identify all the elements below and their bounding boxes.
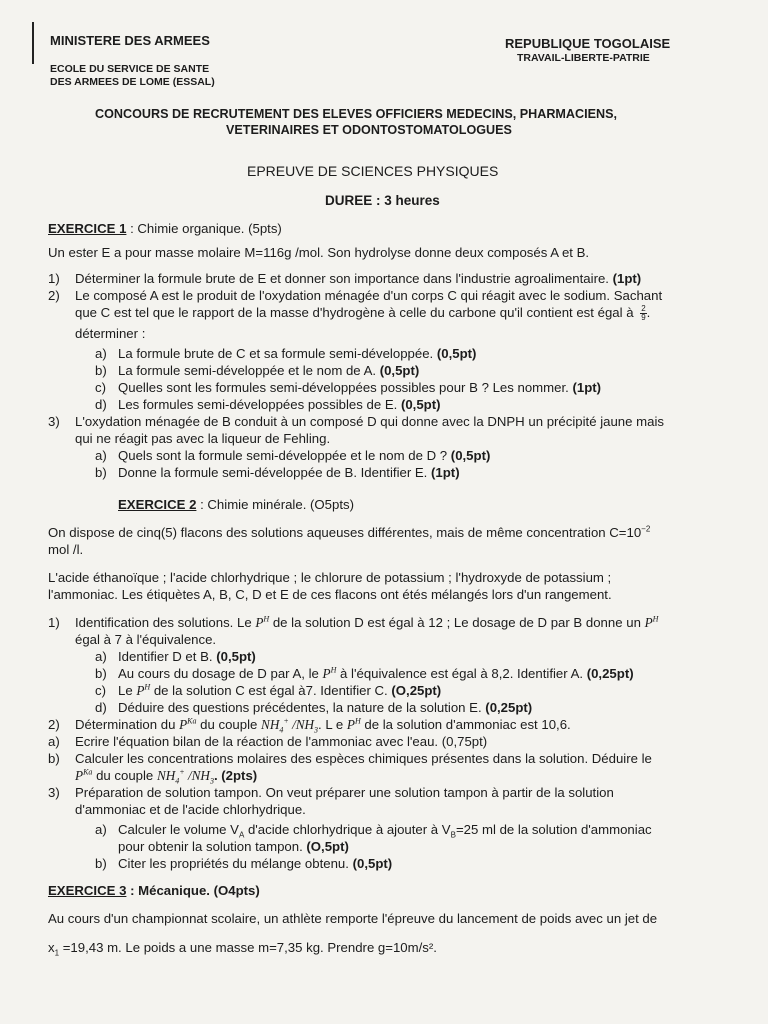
ex1-q3a-label: a) <box>95 448 107 463</box>
ex2-q1-line2: égal à 7 à l'équivalence. <box>75 632 217 647</box>
ex2-q1-line1: Identification des solutions. Le $P^H$ de la solution D est égal à 12 ; Le dosage de D par B donne un $P^H$ <box>75 614 659 630</box>
ex2-q1d: Déduire des questions précédentes, la nature de la solution E. (0,25pt) <box>118 700 533 715</box>
ex1-q2b-label: b) <box>95 363 107 378</box>
ex2-q2b-label: b) <box>48 751 60 766</box>
ex3-line1: Au cours d'un championnat scolaire, un athlète remporte l'épreuve du lancement de poids avec un jet de <box>48 911 658 926</box>
ex1-q1-number: 1) <box>48 271 60 286</box>
ex1-q2-line2: que C est tel que le rapport de la masse d'hydrogène à celle du carbone qu'il contient est égal à $\frac{2}{9}$ . <box>75 304 651 323</box>
ex2-q1b-label: b) <box>95 666 107 681</box>
ex2-q3a-line1: Calculer le volume $V_A$ d'acide chlorhydrique à ajouter à $V_B=25$ ml de la solution d'ammoniac <box>118 822 652 840</box>
ex3-heading: EXERCICE 3 : Mécanique. (O4pts) <box>48 883 260 898</box>
ex1-q1: Déterminer la formule brute de E et donner son importance dans l'industrie agroalimentaire. (1pt) <box>75 271 642 286</box>
ex2-q1-number: 1) <box>48 615 60 630</box>
ex2-q3b-label: b) <box>95 856 107 871</box>
ex2-q3a-line2: pour obtenir la solution tampon. (O,5pt) <box>118 839 349 854</box>
ex1-q2-line3: déterminer : <box>75 326 146 341</box>
ex2-q2: Détermination du $P^{Ka}$ du couple $NH_4^+$ $/NH_3$. L e $P^H$ de la solution d'ammoniac est 10,6. <box>75 716 571 735</box>
ex2-q2b-line1: Calculer les concentrations molaires des espèces chimiques présentes dans la solution. Déduire le <box>75 751 652 766</box>
ex2-q1b: Au cours du dosage de D par A, le $P^H$ à l'équivalence est égal à 8,2. Identifier A. (0,25pt) <box>118 665 634 681</box>
ex2-q2b-line2: $P^{Ka}$ du couple $NH_4^+$ $/NH_3$. (2pts) <box>75 767 258 786</box>
ex1-q3a: Quels sont la formule semi-développée et le nom de D ? (0,5pt) <box>118 448 491 463</box>
ex2-q1d-label: d) <box>95 700 107 715</box>
ex2-q3a-label: a) <box>95 822 107 837</box>
ex1-intro: Un ester E a pour masse molaire M=116g /mol. Son hydrolyse donne deux composés A et B. <box>48 245 590 260</box>
ex1-q2d-label: d) <box>95 397 107 412</box>
republic-name: REPUBLIQUE TOGOLAISE <box>505 36 671 51</box>
school-name-line1: ECOLE DU SERVICE DE SANTE <box>50 63 210 75</box>
ex2-q2-number: 2) <box>48 717 60 732</box>
ex1-q2-line1: Le composé A est le produit de l'oxydation ménagée d'un corps C qui réagit avec le sodium. Sachant <box>75 288 663 303</box>
ex2-q1c: Le $P^H$ de la solution C est égal à7. Identifier C. (O,25pt) <box>118 682 442 698</box>
ex1-q2a-label: a) <box>95 346 107 361</box>
ratio-fraction: $\frac{2}{9}$ <box>641 304 646 323</box>
ex2-intro-line2: mol /l. <box>48 542 84 557</box>
ex3-line2: $x_1 =19,43$ m. Le poids a une masse m=7,35 kg. Prendre g=10m/s². <box>48 940 437 958</box>
ex2-list-line1: L'acide éthanoïque ; l'acide chlorhydrique ; le chlorure de potassium ; l'hydroxyde de potassium ; <box>48 570 612 585</box>
ex1-q3b: Donne la formule semi-développée de B. Identifier E. (1pt) <box>118 465 460 480</box>
exam-duration: DUREE : 3 heures <box>325 193 440 208</box>
ex1-q3b-label: b) <box>95 465 107 480</box>
ex1-q2d: Les formules semi-développées possibles de E. (0,5pt) <box>118 397 441 412</box>
ex1-q2a: La formule brute de C et sa formule semi-développée. (0,5pt) <box>118 346 477 361</box>
ex1-q3-number: 3) <box>48 414 60 429</box>
ex2-list-line2: l'ammoniac. Les étiquètes A, B, C, D et E de ces flacons ont étés mélangés lors d'un rangement. <box>48 587 612 602</box>
ex2-q3-line2: d'ammoniac et de l'acide chlorhydrique. <box>75 802 306 817</box>
ex1-q2c: Quelles sont les formules semi-développées possibles pour B ? Les nommer. (1pt) <box>118 380 602 395</box>
ex1-q2b: La formule semi-développée et le nom de A. (0,5pt) <box>118 363 420 378</box>
concours-title-line1: CONCOURS DE RECRUTEMENT DES ELEVES OFFICIERS MEDECINS, PHARMACIENS, <box>95 107 617 121</box>
ex1-q3-line2: qui ne réagit pas avec la liqueur de Fehling. <box>75 431 331 446</box>
school-name-line2: DES ARMEES DE LOME (ESSAL) <box>50 76 215 88</box>
ex2-q3-number: 3) <box>48 785 60 800</box>
ex1-heading: EXERCICE 1 : Chimie organique. (5pts) <box>48 221 282 236</box>
ex2-q3b: Citer les propriétés du mélange obtenu. (0,5pt) <box>118 856 393 871</box>
ex2-q1a-label: a) <box>95 649 107 664</box>
ex1-q3-line1: L'oxydation ménagée de B conduit à un composé D qui donne avec la DNPH un précipité jaune mais <box>75 414 664 429</box>
republic-motto: TRAVAIL-LIBERTE-PATRIE <box>517 52 650 64</box>
exam-title: EPREUVE DE SCIENCES PHYSIQUES <box>247 163 499 179</box>
ex2-heading: EXERCICE 2 : Chimie minérale. (O5pts) <box>118 497 354 512</box>
ex2-q3-line1: Préparation de solution tampon. On veut préparer une solution tampon à partir de la solution <box>75 785 614 800</box>
concours-title-line2: VETERINAIRES ET ODONTOSTOMATOLOGUES <box>226 123 512 137</box>
ex2-q1a: Identifier D et B. (0,5pt) <box>118 649 256 664</box>
ex2-q1c-label: c) <box>95 683 106 698</box>
ex1-q2c-label: c) <box>95 380 106 395</box>
ex2-q2a-label: a) <box>48 734 60 749</box>
margin-rule <box>32 22 34 64</box>
ex1-q2-number: 2) <box>48 288 60 303</box>
ex2-q2a: Ecrire l'équation bilan de la réaction de l'ammoniac avec l'eau. (0,75pt) <box>75 734 488 749</box>
ex2-intro-line1: On dispose de cinq(5) flacons des solutions aqueuses différentes, mais de même concentration $C=10^{-2}$ <box>48 524 651 540</box>
ministry-name: MINISTERE DES ARMEES <box>50 33 210 48</box>
